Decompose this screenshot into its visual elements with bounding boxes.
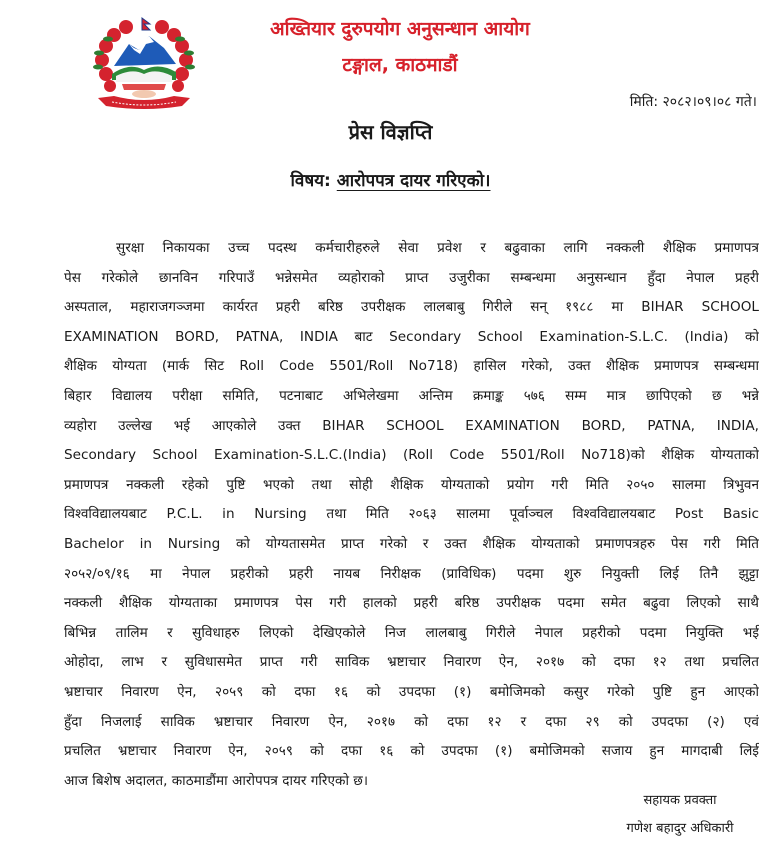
document-date: मिति: २०८२।०९।०८ गते। [629,94,757,110]
body-line: नक्कली शैक्षिक योग्यताका प्रमाणपत्र पेस गरी हालको प्रहरी बरिष्ठ उपरीक्षक पदमा समेत बढुवा लिएको साथै [64,595,759,612]
body-line: व्यहोरा उल्लेख भई आएकोले उक्त BIHAR SCHOOL EXAMINATION BORD, PATNA, INDIA, [64,417,759,434]
signatory-name: गणेश बहादुर अधिकारी [626,821,734,836]
body-line: पेस गरेकोले छानविन गरिपाउँ भन्नेसमेत व्यहोराको प्राप्त उजुरीका सम्बन्धमा अनुसन्धान हुँदा नेपाल प्रहरी [64,269,759,286]
body-line: बिभिन्न तालिम र सुविधाहरु लिएको देखिएकोले निज लालबाबु गिरीले नेपाल प्रहरीको पदमा नियुक्ति भई [64,624,759,641]
organization-name: अख्तियार दुरुपयोग अनुसन्धान आयोग [270,18,530,40]
body-line: आज बिशेष अदालत, काठमाडौंमा आरोपपत्र दायर गरिएको छ। [64,772,368,789]
subject-text: आरोपपत्र दायर गरिएको। [336,171,491,191]
body-paragraph [64,234,759,796]
subject-line [0,168,781,191]
press-release-title: प्रेस विज्ञप्ति [348,120,433,144]
organization-location: टङ्गाल, काठमाडौं [342,54,458,76]
nepal-emblem-icon [84,14,204,114]
signatory-designation: सहायक प्रवक्ता [643,793,717,808]
body-line: Bachelor in Nursing को योग्यतासमेत प्राप्त गरेको र उक्त शैक्षिक योग्यताको प्रमाणपत्रहरु पेस गरी मिति [64,535,759,552]
body-line: सुरक्षा निकायका उच्च पदस्थ कर्मचारीहरुले सेवा प्रवेश र बढुवाका लागि नक्कली शैक्षिक प्रमाणपत्र [116,240,759,256]
subject-label: विषय: [290,171,331,191]
body-line: हुँदा निजलाई साविक भ्रष्टाचार निवारण ऐन, २०१७ को दफा १२ र दफा २९ को उपदफा (२) एवं [64,713,759,730]
body-line: Secondary School Examination-S.L.C.(India) (Roll Code 5501/Roll No718)को शैक्षिक योग्यताको [64,447,759,464]
body-line: २०५२/०९/१६ मा नेपाल प्रहरीको प्रहरी नायब निरीक्षक (प्राविधिक) पदमा शुरु नियुक्ती लिई तिनै झुट्टा [64,565,759,582]
body-line: भ्रष्टाचार निवारण ऐन, २०५९ को दफा १६ को उपदफा (१) बमोजिमको कसुर गरेको पुष्टि हुन आएको [64,683,759,700]
body-line: अस्पताल, महाराजगञ्जमा कार्यरत प्रहरी बरिष्ठ उपरीक्षक लालबाबु गिरीले सन् १९८८ मा BIHAR SCHOOL [64,299,759,316]
body-line: बिहार विद्यालय परीक्षा समिति, पटनाबाट अभिलेखमा अन्तिम क्रमाङ्क ५७६ सम्म मात्र छापिएको छ भन्ने [64,387,759,404]
body-line: EXAMINATION BORD, PATNA, INDIA बाट Secondary School Examination-S.L.C. (India) को [64,328,759,345]
body-line: ओहोदा, लाभ र सुविधासमेत प्राप्त गरी साविक भ्रष्टाचार निवारण ऐन, २०१७ को दफा १२ तथा प्रचलित [64,654,759,671]
body-line: प्रचलित भ्रष्टाचार निवारण ऐन, २०५९ को दफा १६ को उपदफा (१) बमोजिमको सजाय हुन मागदाबी लिई [64,743,759,760]
body-line: शैक्षिक योग्यता (मार्क सिट Roll Code 5501/Roll No718) हासिल गरेको, उक्त शैक्षिक प्रमाणपत्र सम्बन्धमा [64,358,759,375]
body-line: प्रमाणपत्र नक्कली रहेको पुष्टि भएको तथा सोही शैक्षिक योग्यताको प्रयोग गरी मिति २०५० सालमा त्रिभुवन [64,476,759,493]
body-line: विश्वविद्यालयबाट P.C.L. in Nursing तथा मिति २०६३ सालमा पूर्वाञ्चल विश्वविद्यालयबाट Post Basic [64,506,759,523]
